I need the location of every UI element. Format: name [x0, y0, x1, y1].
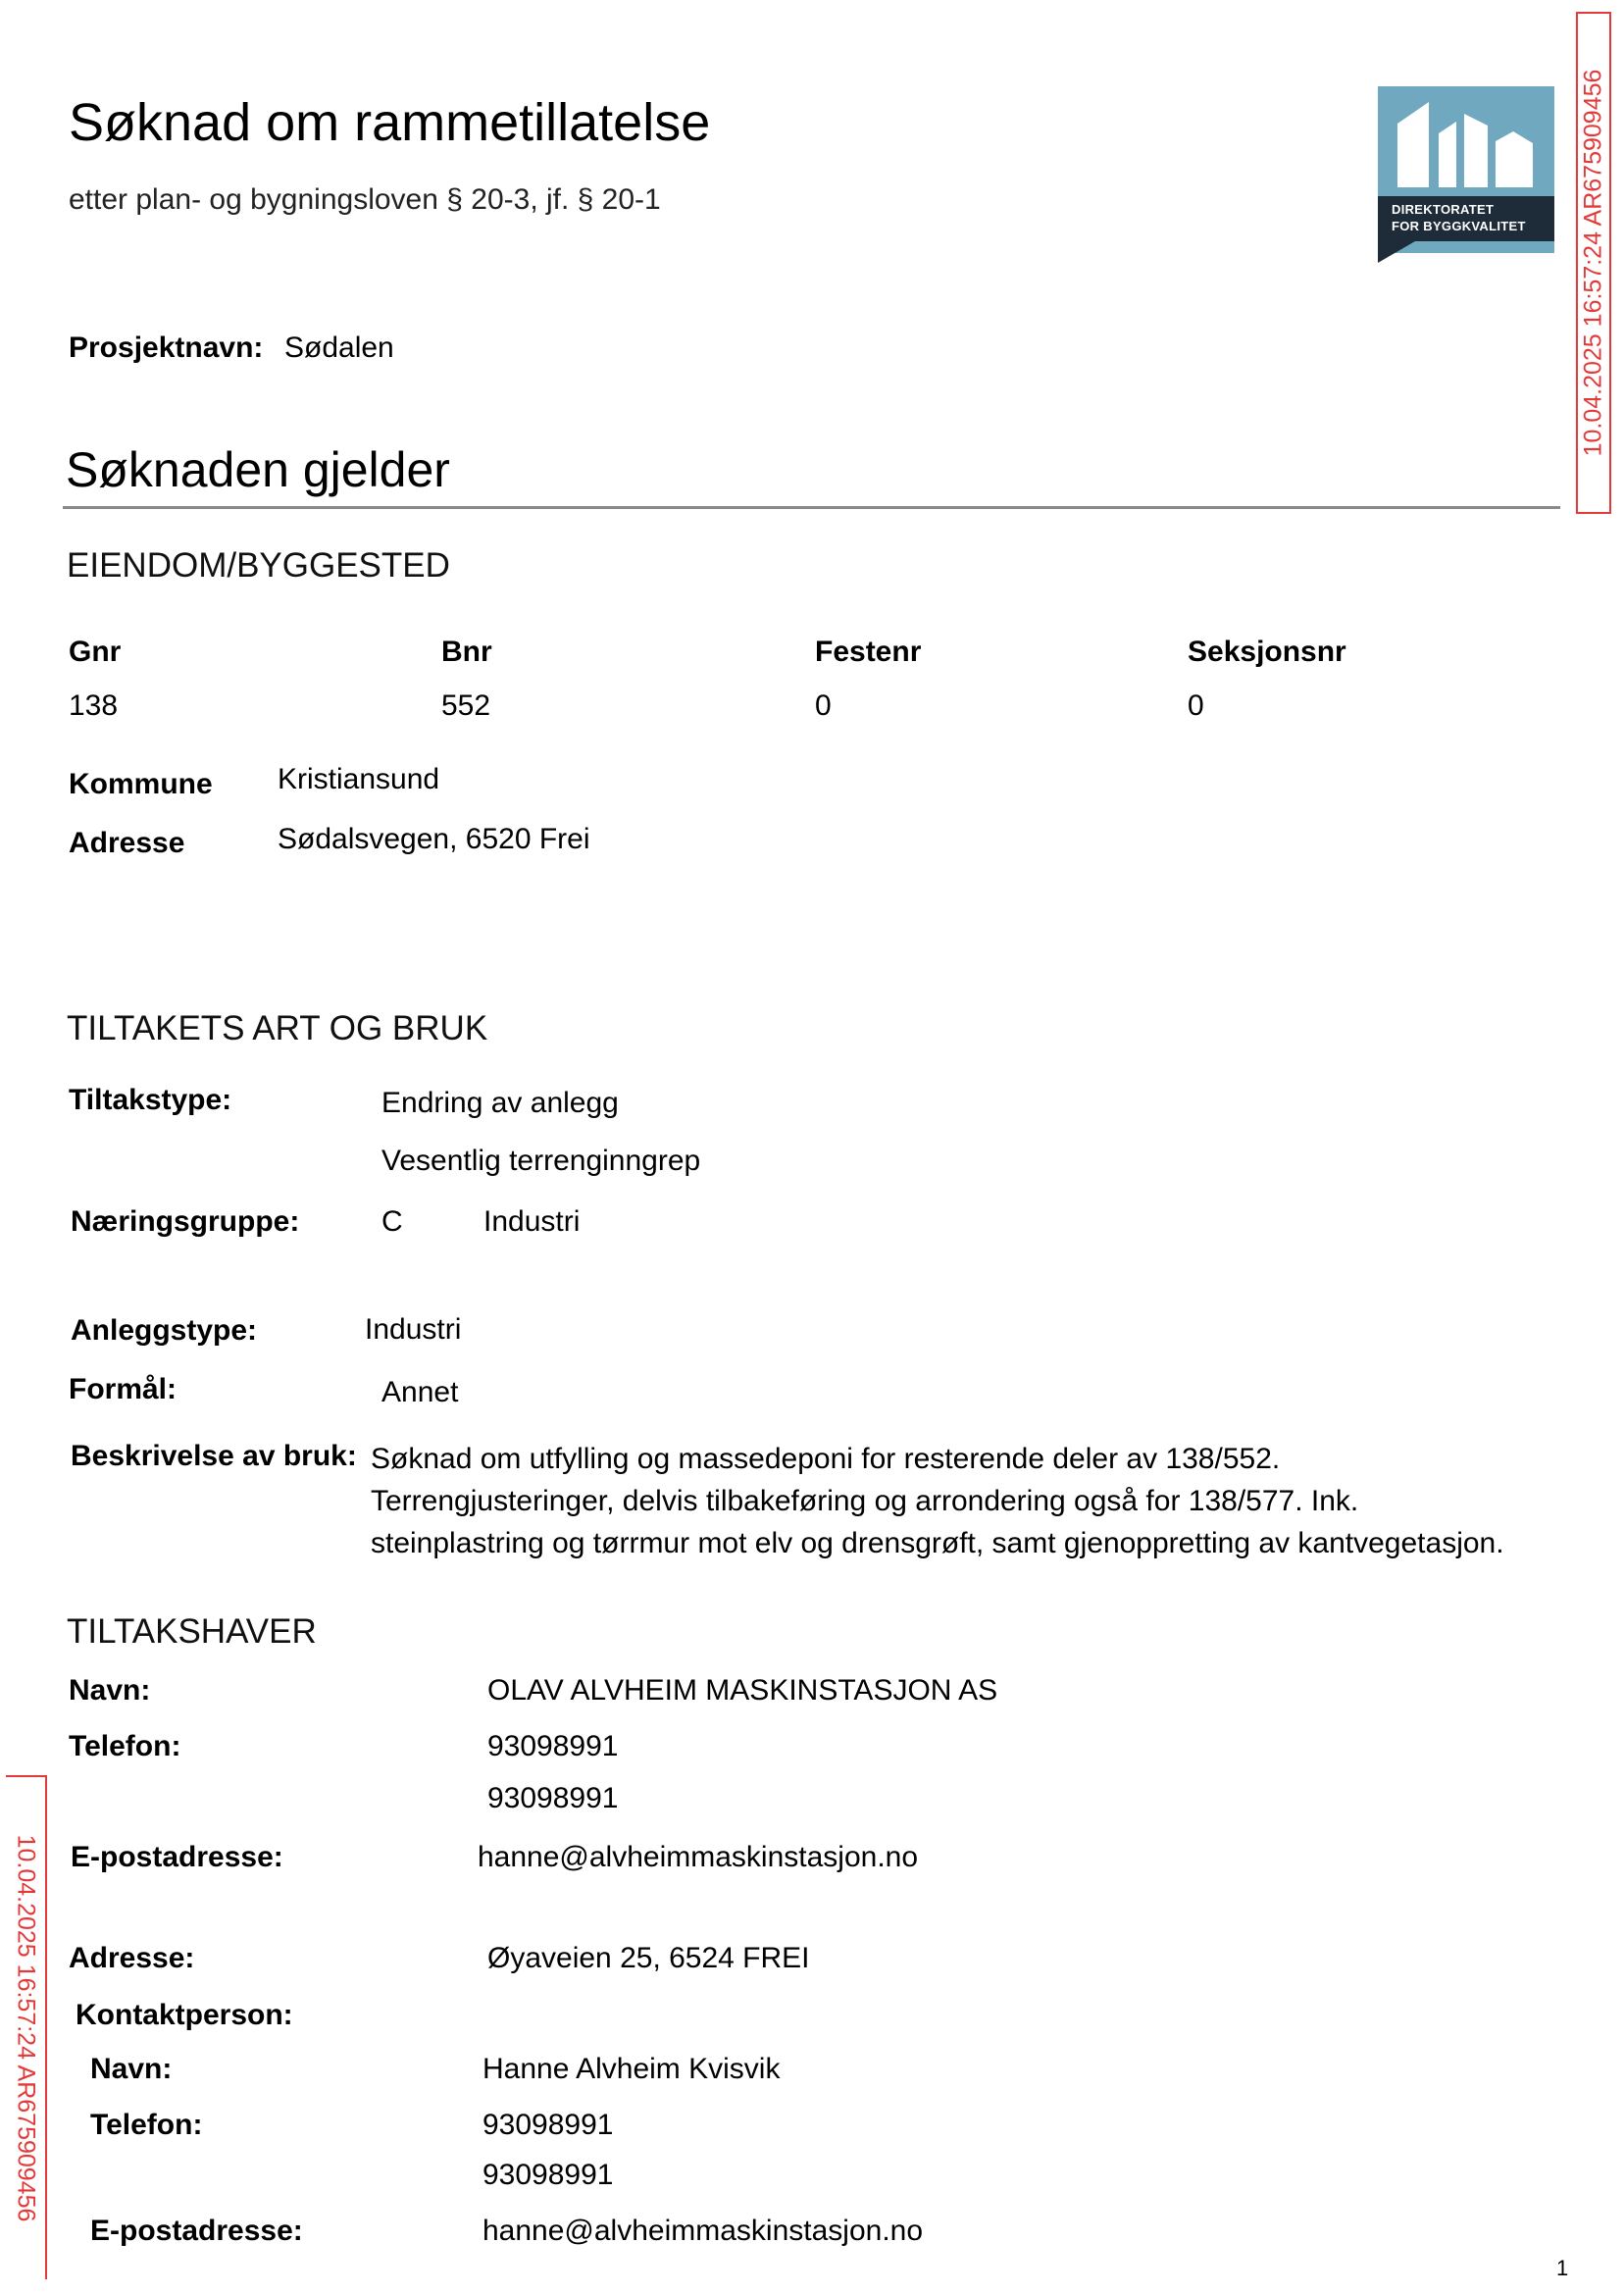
tiltakstype-label: Tiltakstype:	[69, 1084, 232, 1116]
tiltakshaver-epost-label: E-postadresse:	[71, 1841, 283, 1873]
kontakt-epost-value: hanne@alvheimmaskinstasjon.no	[482, 2215, 924, 2247]
beskrivelse-line-2: Terrengjusteringer, delvis tilbakeføring og arrondering også for 138/577. Ink.	[371, 1485, 1359, 1517]
eiendom-heading: EIENDOM/BYGGESTED	[67, 546, 450, 585]
adresse-label: Adresse	[69, 827, 185, 859]
anleggstype-value: Industri	[365, 1313, 462, 1346]
logo-text	[1392, 201, 1526, 234]
tiltakshaver-epost-value: hanne@alvheimmaskinstasjon.no	[478, 1841, 919, 1873]
tiltakstype-value-1: Endring av anlegg	[381, 1087, 619, 1119]
gnr-value: 138	[69, 689, 119, 722]
bnr-label: Bnr	[441, 636, 492, 668]
festenr-label: Festenr	[815, 636, 922, 668]
formal-value: Annet	[381, 1376, 459, 1408]
beskrivelse-line-3: steinplastring og tørrmur mot elv og drensgrøft, samt gjenoppretting av kantvegetasjon.	[371, 1527, 1504, 1559]
tiltakshaver-adresse-label: Adresse:	[69, 1942, 195, 1974]
seksjonsnr-value: 0	[1188, 689, 1204, 722]
formal-label: Formål:	[69, 1373, 178, 1405]
kommune-value: Kristiansund	[278, 763, 440, 795]
tiltakstype-value-2: Vesentlig terrenginngrep	[381, 1145, 701, 1177]
page-number: 1	[1556, 2256, 1569, 2280]
anleggstype-label: Anleggstype:	[71, 1314, 258, 1347]
document-title: Søknad om rammetillatelse	[69, 93, 711, 152]
project-value: Sødalen	[284, 331, 394, 364]
tiltakshaver-navn-label: Navn:	[69, 1674, 151, 1707]
tiltakshaver-navn-value: OLAV ALVHEIM MASKINSTASJON AS	[487, 1674, 998, 1707]
tiltakshaver-telefon-1: 93098991	[487, 1730, 619, 1762]
seksjonsnr-label: Seksjonsnr	[1188, 636, 1346, 668]
tiltak-heading: TILTAKETS ART OG BRUK	[67, 1009, 488, 1047]
beskrivelse-line-1: Søknad om utfylling og massedeponi for resterende deler av 138/552.	[371, 1443, 1281, 1475]
naeringsgruppe-code: C	[381, 1205, 403, 1238]
timestamp-stamp-right	[1576, 12, 1611, 514]
tiltakshaver-telefon-2: 93098991	[487, 1782, 619, 1814]
kontakt-navn-value: Hanne Alvheim Kvisvik	[482, 2053, 781, 2085]
tiltakshaver-adresse-value: Øyaveien 25, 6524 FREI	[487, 1942, 810, 1974]
gnr-label: Gnr	[69, 636, 122, 668]
kontakt-telefon-2: 93098991	[482, 2159, 614, 2191]
kontakt-epost-label: E-postadresse:	[90, 2215, 303, 2247]
naeringsgruppe-label: Næringsgruppe:	[71, 1205, 300, 1238]
festenr-value: 0	[815, 689, 832, 722]
naeringsgruppe-name: Industri	[483, 1205, 581, 1238]
kontakt-telefon-1: 93098991	[482, 2109, 614, 2141]
dibk-building-logo-icon	[1390, 94, 1543, 192]
beskrivelse-text	[371, 1438, 1577, 1564]
beskrivelse-label: Beskrivelse av bruk:	[71, 1440, 357, 1472]
section-heading: Søknaden gjelder	[66, 442, 450, 497]
kontaktperson-label: Kontaktperson:	[76, 1999, 293, 2031]
logo-flag	[1378, 241, 1415, 263]
adresse-value: Sødalsvegen, 6520 Frei	[278, 823, 590, 855]
kontakt-telefon-label: Telefon:	[90, 2109, 203, 2141]
logo-line-2: FOR BYGGKVALITET	[1392, 219, 1526, 233]
kontakt-navn-label: Navn:	[90, 2053, 173, 2085]
section-divider	[63, 506, 1560, 509]
bnr-value: 552	[441, 689, 491, 722]
dibk-logo	[1378, 86, 1554, 275]
logo-line-1: DIREKTORATET	[1392, 202, 1495, 217]
document-subtitle: etter plan- og bygningsloven § 20-3, jf. § 20-1	[69, 183, 661, 216]
tiltakshaver-telefon-label: Telefon:	[69, 1730, 181, 1762]
timestamp-stamp-left	[6, 1775, 47, 2279]
timestamp-stamp-left-text: 10.04.2025 16:57:24 AR675909456	[12, 1834, 40, 2222]
project-label: Prosjektnavn:	[69, 331, 264, 364]
timestamp-stamp-right-text: 10.04.2025 16:57:24 AR675909456	[1579, 69, 1607, 457]
tiltakshaver-heading: TILTAKSHAVER	[67, 1612, 317, 1651]
kommune-label: Kommune	[69, 768, 213, 800]
